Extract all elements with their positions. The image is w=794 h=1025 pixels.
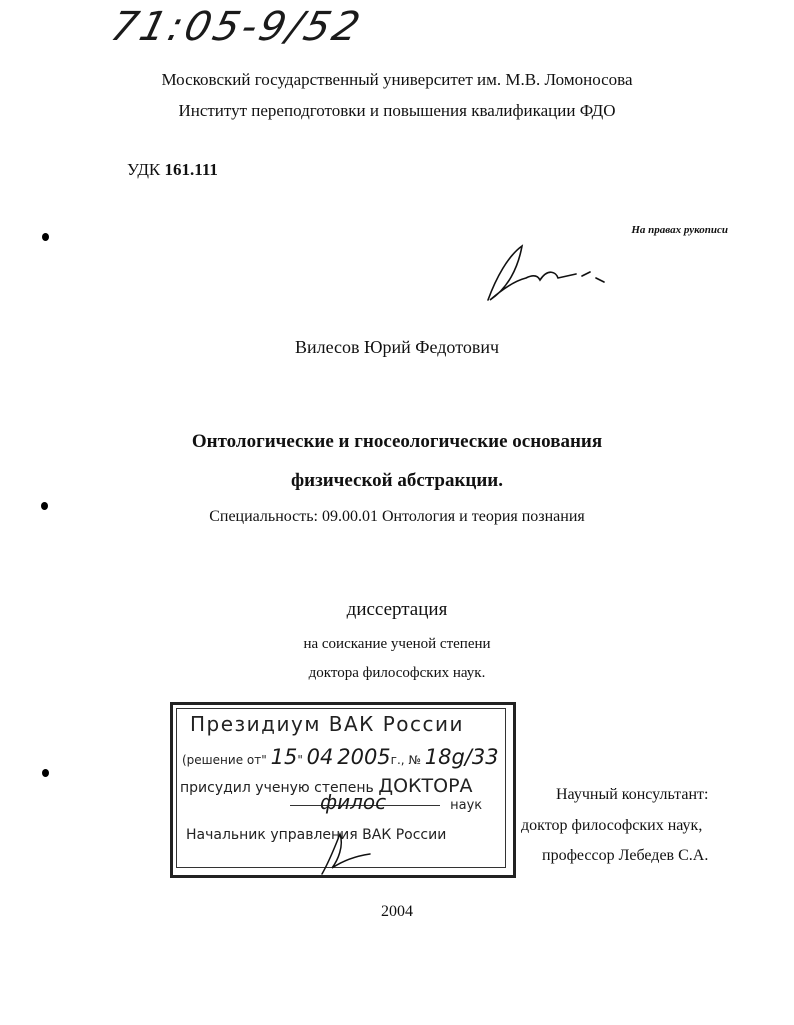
vak-stamp	[170, 702, 516, 877]
udk-code	[127, 160, 218, 180]
stamp-field-handwritten: филос	[320, 790, 387, 814]
consultant-label: Научный консультант:	[556, 786, 709, 803]
institute-name: Институт переподготовки и повышения квалификации ФДО	[178, 101, 616, 120]
udk-value: 161.111	[164, 160, 218, 179]
scan-mark	[42, 769, 49, 777]
manuscript-note: На правах рукописи	[631, 224, 728, 236]
degree-line-1: на соискание ученой степени	[303, 636, 491, 652]
scan-mark	[41, 502, 48, 510]
chief-signature	[310, 830, 380, 878]
stamp-decision: (решение от" 15" 04 2005г., № 18g/33	[182, 745, 499, 769]
stamp-chief: Начальник управления ВАК России	[186, 827, 447, 843]
specialty: Специальность: 09.00.01 Онтология и теория познания	[209, 508, 585, 525]
stamp-number: 18g/33	[424, 745, 499, 769]
stamp-month: 04	[306, 745, 334, 769]
stamp-degree-word: ДОКТОРА	[378, 775, 473, 797]
university-name: Московский государственный университет им. М.В. Ломоносова	[161, 70, 633, 89]
stamp-field-suffix: наук	[450, 798, 483, 813]
udk-label: УДК	[127, 160, 161, 179]
author-name: Вилесов Юрий Федотович	[294, 337, 500, 357]
stamp-decision-prefix: (решение от"	[182, 753, 267, 767]
year: 2004	[381, 903, 413, 920]
stamp-year: 2005	[337, 745, 391, 769]
dissertation-title-line-2: физической абстракции.	[291, 470, 503, 491]
stamp-year-suffix: г., №	[390, 753, 421, 767]
scan-mark	[42, 233, 49, 241]
dissertation-type: диссертация	[346, 599, 448, 620]
consultant-name: профессор Лебедев С.А.	[542, 847, 709, 864]
dissertation-title-line-1: Онтологические и гносеологические основания	[191, 431, 603, 452]
degree-line-2: доктора философских наук.	[308, 665, 486, 681]
author-signature	[478, 238, 613, 308]
stamp-awarded-text: присудил ученую степень	[180, 780, 374, 796]
stamp-day: 15	[270, 745, 298, 769]
stamp-title: Президиум ВАК России	[190, 712, 465, 736]
consultant-degree: доктор философских наук,	[521, 817, 703, 834]
archive-code: 71:05-9/52	[106, 4, 368, 50]
